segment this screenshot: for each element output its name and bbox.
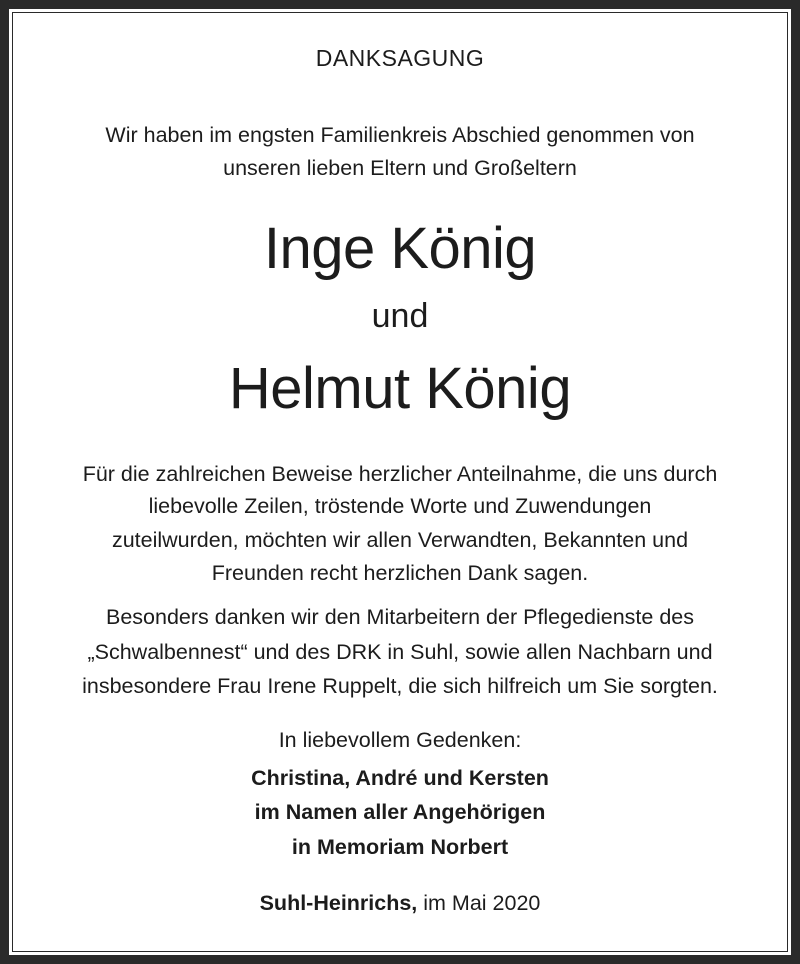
intro-line-1: Wir haben im engsten Familienkreis Abschied genommen von: [105, 123, 695, 147]
closing-phrase: In liebevollem Gedenken:: [278, 728, 522, 752]
paragraph-1-line-2: liebevolle Zeilen, tröstende Worte und Zuwendungen: [148, 494, 652, 518]
signatory-line-2: im Namen aller Angehörigen: [254, 800, 546, 824]
paragraph-1-line-1: Für die zahlreichen Beweise herzlicher Anteilnahme, die uns durch: [82, 462, 718, 486]
date: im Mai 2020: [417, 891, 541, 915]
paragraph-2-line-3: insbesondere Frau Irene Ruppelt, die sich hilfreich um Sie sorgten.: [82, 674, 718, 698]
intro-line-2: unseren lieben Eltern und Großeltern: [223, 156, 577, 180]
signatory-line-3: in Memoriam Norbert: [291, 835, 509, 859]
place: Suhl-Heinrichs,: [259, 891, 418, 915]
paragraph-2-line-2: „Schwalbennest“ und des DRK in Suhl, sowie allen Nachbarn und: [87, 640, 713, 664]
conjunction: und: [371, 297, 429, 335]
place-date: [0, 891, 800, 916]
paragraph-1-line-4: Freunden recht herzlichen Dank sagen.: [211, 561, 589, 585]
paragraph-2-line-1: Besonders danken wir den Mitarbeitern der Pflegedienste des: [105, 605, 695, 629]
notice-heading: DANKSAGUNG: [315, 45, 485, 71]
signatory-line-1: Christina, André und Kersten: [251, 766, 549, 790]
deceased-name-2: Helmut König: [228, 356, 572, 421]
paragraph-1-line-3: zuteilwurden, möchten wir allen Verwandten, Bekannten und: [111, 528, 689, 552]
deceased-name-1: Inge König: [263, 216, 537, 281]
